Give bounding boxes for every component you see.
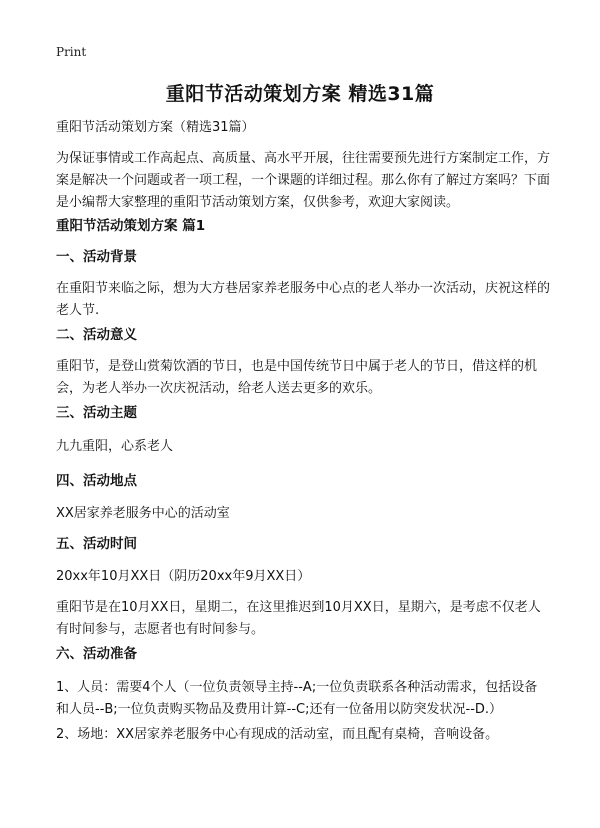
section-text-theme: 九九重阳，心系老人 <box>56 439 174 454</box>
section-text-location: XX居家养老服务中心的活动室 <box>56 506 230 521</box>
section-heading-theme: 三、活动主题 <box>56 405 137 421</box>
section-text-time-date: 20xx年10月XX日（阴历20xx年9月XX日） <box>56 569 311 584</box>
print-label: Print <box>56 45 87 59</box>
intro-subtitle: 重阳节活动策划方案（精选31篇） <box>56 120 255 135</box>
page-title: 重阳节活动策划方案 精选31篇 <box>165 83 435 105</box>
section-heading-background: 一、活动背景 <box>56 249 137 265</box>
section-heading-preparation: 六、活动准备 <box>56 646 137 662</box>
section-heading-time: 五、活动时间 <box>56 536 137 552</box>
section-heading-location: 四、活动地点 <box>56 473 137 489</box>
part-title: 重阳节活动策划方案 篇1 <box>56 218 206 234</box>
section-heading-significance: 二、活动意义 <box>56 327 137 343</box>
section-text-significance: 重阳节，是登山赏菊饮酒的节日，也是中国传统节日中属于老人的节日，借这样的机会，为老人举办一次庆祝活动，给老人送去更多的欢乐。 <box>56 359 538 396</box>
section-text-preparation-venue: 2、场地：XX居家养老服务中心有现成的活动室，而且配有桌椅，音响设备。 <box>56 727 499 742</box>
section-text-background: 在重阳节来临之际，想为大方巷居家养老服务中心点的老人举办一次活动，庆祝这样的老人节. <box>56 281 551 318</box>
section-text-time-note: 重阳节是在10月XX日，星期二，在这里推迟到10月XX日，星期六，是考虑不仅老人有时间参与，志愿者也有时间参与。 <box>56 600 541 637</box>
intro-paragraph: 为保证事情或工作高起点、高质量、高水平开展，往往需要预先进行方案制定工作，方案是解决一个问题或者一项工程，一个课题的详细过程。那么你有了解过方案吗？下面是小编帮大家整理的重阳节活动策划方案，仅供参考，欢迎大家阅读。 <box>56 151 551 210</box>
section-text-preparation-staff: 1、人员：需要4个人（一位负责领导主持--A;一位负责联系各种活动需求，包括设备和人员--B;一位负责购买物品及费用计算--C;还有一位备用以防突发状况--D.） <box>56 680 538 717</box>
